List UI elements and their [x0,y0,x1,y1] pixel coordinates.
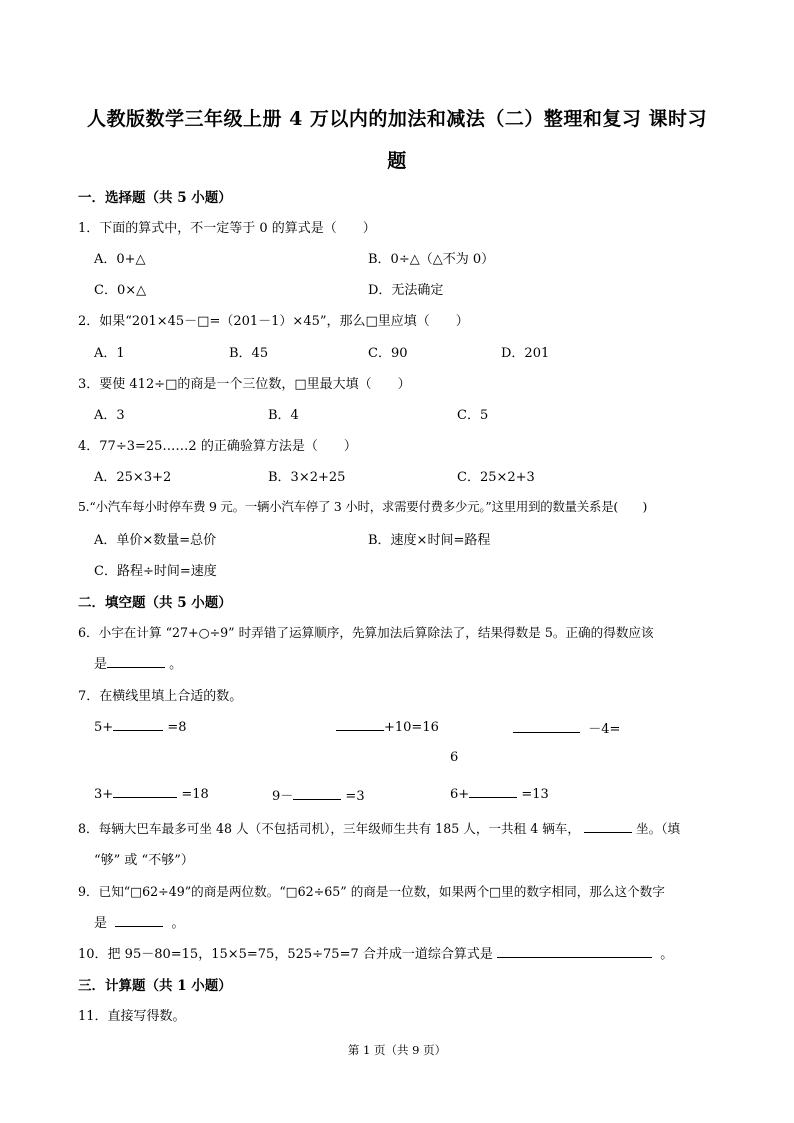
question-9-line-1: 9．已知“□62÷49”的商是两位数。“□62÷65” 的商是一位数，如果两个□里的数字相同，那么这个数字 [78,884,665,899]
question-10-suffix: 。 [660,947,674,962]
question-7-item-5 [272,785,365,804]
question-5-stem: 5.“小汽车每小时停车费 9 元。一辆小汽车停了 3 小时，求需要付费多少元。”这里用到的数量关系是( ) [78,499,648,514]
question-1-option-c: C．0×△ [94,283,147,298]
question-2-option-c: C．90 [368,346,408,361]
question-7-stem: 7．在横线里填上合适的数。 [78,689,243,704]
question-4-stem: 4．77÷3=25……2 的正确验算方法是（ ） [78,439,357,454]
question-7-item-1 [94,718,186,735]
question-8-text: 8．每辆大巴车最多可坐 48 人（不包括司机），三年级师生共有 185 人，一共租 4 辆车， [78,821,580,836]
question-10 [78,943,673,962]
question-7-item-4 [94,785,209,802]
expression-text: =8 [167,720,187,735]
question-2-option-d: D．201 [501,346,550,361]
question-5-option-a: A．单价×数量=总价 [94,533,217,548]
expression-text: 5+ [94,720,114,735]
question-1-option-d: D．无法确定 [368,283,444,298]
answer-blank[interactable] [107,655,165,668]
question-3-option-b: B．4 [268,408,299,423]
answer-blank[interactable] [497,945,652,958]
expression-text: +10=16 [384,720,439,735]
question-6-suffix: 。 [169,657,183,672]
question-6-line-2 [94,653,182,672]
answer-blank[interactable] [293,787,341,800]
question-1-option-b: B．0÷△（△不为 0） [368,252,495,267]
question-5-option-b: B．速度×时间=路程 [368,533,491,548]
question-7-item-6 [450,785,549,802]
question-9-prefix: 是 [94,916,108,931]
expression-text: 6+ [450,787,470,802]
section-heading-choice: 一．选择题（共 5 小题） [78,190,232,206]
question-6-line-1: 6．小宇在计算 “27+○÷9” 时弄错了运算顺序，先算加法后算除法了，结果得数是 5。正确的得数应该 [78,625,654,640]
expression-text: =13 [521,787,549,802]
answer-blank[interactable] [115,914,163,927]
question-7-item-3-wrap: 6 [450,750,459,765]
question-4-option-c: C．25×2+3 [457,470,535,485]
answer-blank[interactable] [513,720,580,733]
page-title-continued: 题 [387,150,407,172]
question-9-line-2 [94,912,185,931]
question-10-text: 10．把 95－80=15，15×5=75，525÷75=7 合并成一道综合算式是 [78,947,493,962]
question-2-option-a: A．1 [94,346,125,361]
expression-text: 9－ [272,789,294,804]
question-2-option-b: B．45 [229,346,269,361]
question-3-option-c: C．5 [457,408,489,423]
question-3-option-a: A．3 [94,408,125,423]
answer-blank[interactable] [469,785,517,798]
question-4-option-a: A．25×3+2 [94,470,172,485]
answer-blank[interactable] [336,718,384,731]
expression-text: =3 [345,789,365,804]
page-footer: 第 1 页（共 9 页） [347,1043,447,1057]
question-4-option-b: B．3×2+25 [268,470,346,485]
expression-text: －4= [588,722,621,737]
answer-blank[interactable] [113,785,177,798]
section-heading-calc: 三．计算题（共 1 小题） [78,978,232,994]
answer-blank[interactable] [113,718,163,731]
question-5-option-c: C．路程÷时间=速度 [94,564,217,579]
question-2-stem: 2．如果“201×45－□=（201－1）×45”，那么□里应填（ ） [78,314,469,329]
question-6-prefix: 是 [94,657,108,672]
question-1-stem: 1．下面的算式中，不一定等于 0 的算式是（ ） [78,221,376,236]
page-title: 人教版数学三年级上册 4 万以内的加法和减法（二）整理和复习 课时习 [86,108,708,130]
question-11-stem: 11．直接写得数。 [78,1009,186,1024]
question-8-text-end: 坐。（填 [636,821,681,836]
question-3-stem: 3．要使 412÷□的商是一个三位数，□里最大填（ ） [78,377,411,392]
expression-text: =18 [181,787,209,802]
expression-text: 3+ [94,787,114,802]
question-1-option-a: A．0+△ [94,252,146,267]
question-8-line-2: “够” 或 “不够”） [94,853,194,868]
question-8-line-1 [78,818,680,837]
question-7-item-3 [513,718,620,737]
section-heading-fill: 二．填空题（共 5 小题） [78,595,232,611]
answer-blank[interactable] [584,820,632,833]
question-9-suffix: 。 [171,916,185,931]
question-7-item-2 [336,718,439,735]
